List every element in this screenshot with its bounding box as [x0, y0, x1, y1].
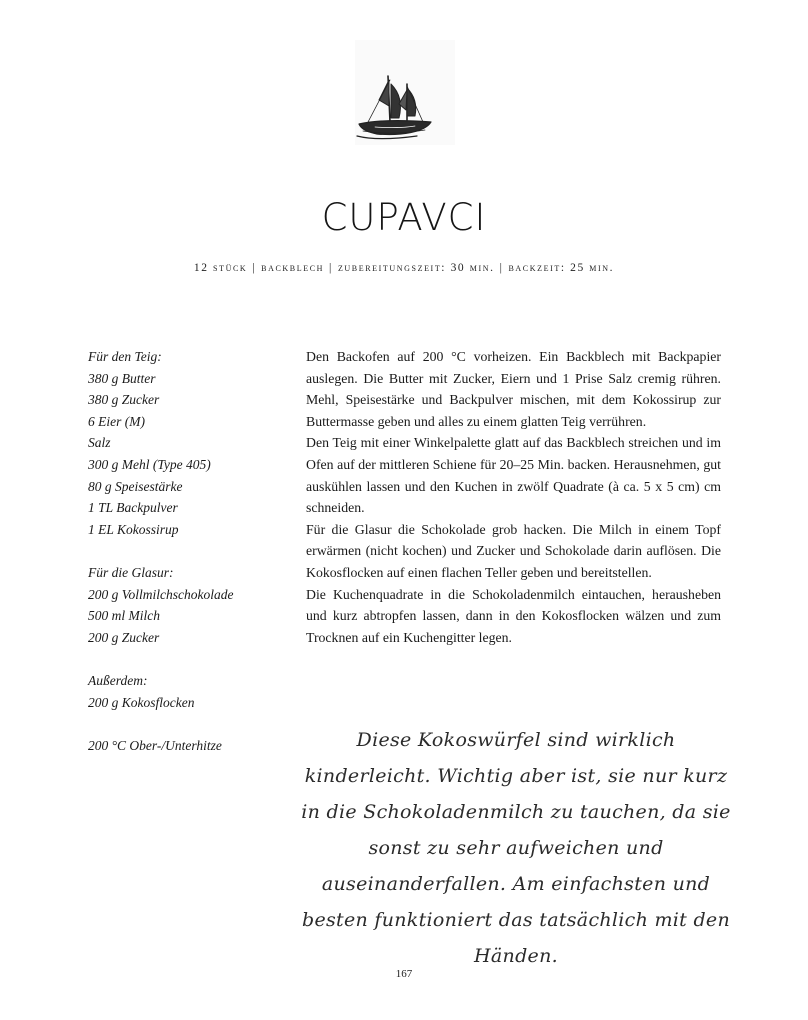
- instruction-step: Den Backofen auf 200 °C vorheizen. Ein Backblech mit Backpapier auslegen. Die Butter mit Zucker, Eiern und 1 Prise Salz cremig rühren. Mehl, Speisestärke und Backpulver mischen, mit dem Kokossirup zur Buttermasse geben und alles zu einem glatten Teig verrühren.: [306, 349, 721, 429]
- ingredient-item: Salz: [88, 435, 111, 451]
- instruction-step: Für die Glasur die Schokolade grob hacken. Die Milch in einem Topf erwärmen (nicht kochen) und Zucker und Schokolade darin auflösen. Die Kokosflocken auf einen flachen Teller geben und bereitstellen.: [306, 521, 721, 580]
- ingredient-heading: Außerdem:: [88, 672, 148, 688]
- ingredient-item: 380 g Zucker: [88, 392, 160, 408]
- meta-separator: |: [499, 262, 504, 274]
- prep-time-text: zubereitungszeit: 30 min.: [337, 262, 495, 274]
- meta-separator: |: [252, 262, 257, 274]
- ingredient-item: 80 g Speisestärke: [88, 478, 183, 494]
- ingredient-item: 200 g Kokosflocken: [88, 694, 195, 710]
- ingredient-item: 200 g Zucker: [88, 629, 160, 645]
- yield-text: 12 stück: [193, 262, 248, 274]
- ingredient-heading: Für die Glasur:: [88, 564, 174, 580]
- ingredient-group-dough: [88, 346, 288, 540]
- ingredient-group-glaze: [88, 562, 288, 648]
- ingredient-item: 6 Eier (M): [88, 413, 145, 429]
- ingredient-item: 500 ml Milch: [88, 608, 160, 624]
- ingredient-item: 380 g Butter: [88, 370, 156, 386]
- recipe-meta-line: [0, 262, 808, 274]
- ingredient-item: 300 g Mehl (Type 405): [88, 456, 211, 472]
- instruction-step: Die Kuchenquadrate in die Schokoladenmilch eintauchen, herausheben und kurz abtropfen lassen, dann in den Kokosflocken wälzen und zum Trocknen auf ein Kuchengitter legen.: [306, 586, 721, 645]
- ingredient-group-extra: [88, 670, 288, 713]
- tray-text: backblech: [261, 262, 325, 274]
- ingredient-item: 200 g Vollmilchschokolade: [88, 586, 234, 602]
- ingredients-list: [88, 346, 288, 756]
- ingredient-item: 1 TL Backpulver: [88, 500, 178, 516]
- instructions: [306, 346, 721, 648]
- recipe-title: CUPAVCI: [321, 196, 487, 239]
- sailing-ship-icon: [355, 40, 455, 145]
- handwritten-note: Diese Kokoswürfel sind wirklich kinderleicht. Wichtig aber ist, sie nur kurz in die Schokoladenmilch zu tauchen, da sie sonst zu sehr aufweichen und auseinanderfallen. Am einfachsten und besten funktioniert das tatsächlich mit den Händen.: [301, 729, 731, 967]
- instruction-step: Den Teig mit einer Winkelpalette glatt auf das Backblech streichen und im Ofen auf der mittleren Schiene für 20–25 Min. backen. Herausnehmen, gut auskühlen lassen und den Kuchen in zwölf Quadrate (à ca. 5 x 5 cm) cm schneiden.: [306, 435, 721, 516]
- ingredient-heading: Für den Teig:: [88, 349, 162, 364]
- bake-time-text: backzeit: 25 min.: [508, 262, 615, 274]
- page-number: 167: [395, 968, 413, 980]
- oven-setting: 200 °C Ober-/Unterhitze: [88, 737, 222, 753]
- meta-separator: |: [329, 262, 333, 274]
- ingredient-item: 1 EL Kokossirup: [88, 521, 179, 537]
